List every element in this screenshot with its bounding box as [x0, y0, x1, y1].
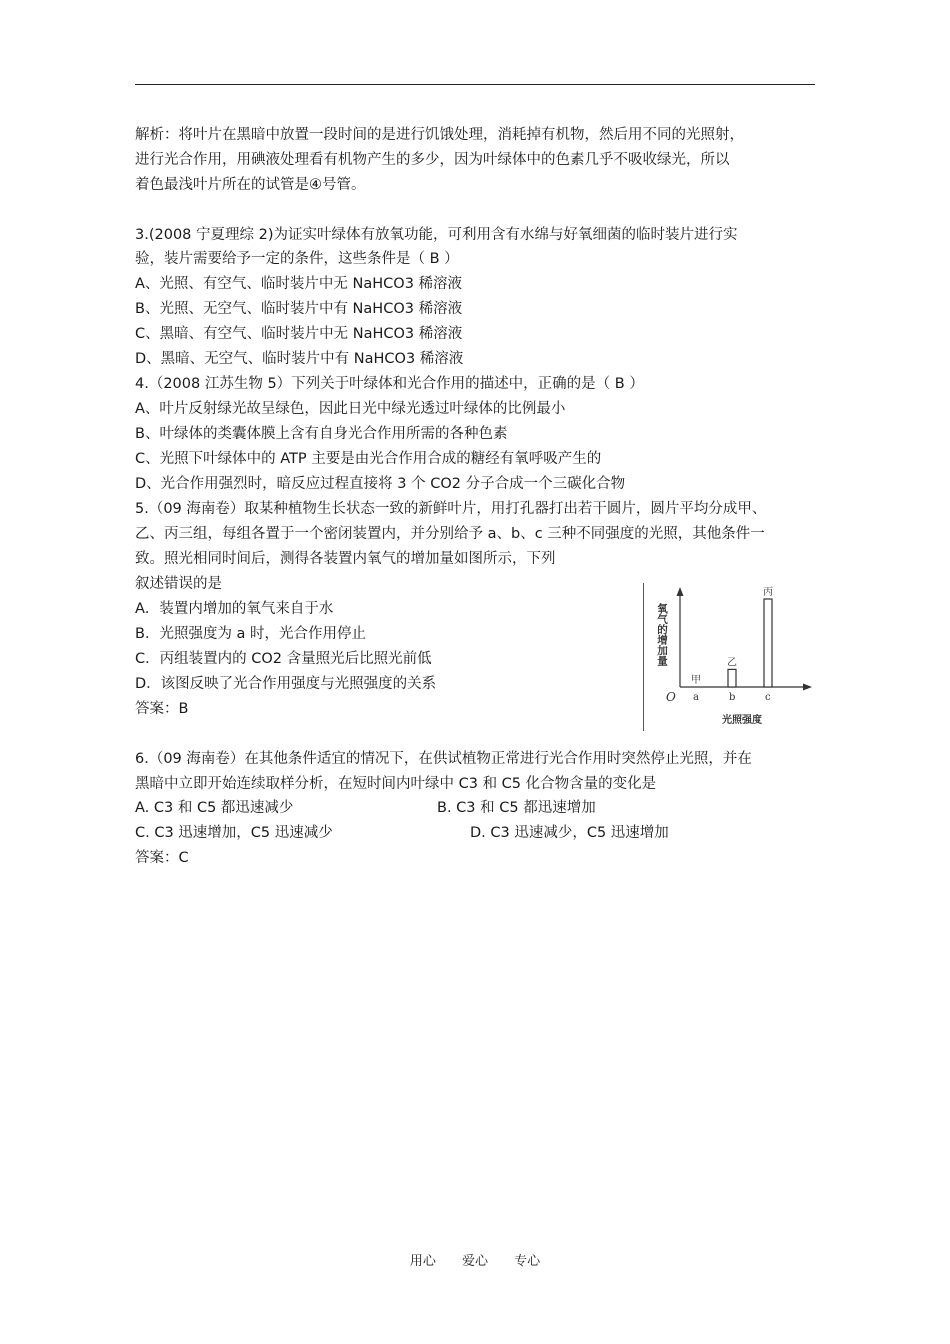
origin-label: O	[666, 690, 676, 704]
q5-stem-line-1: 5.（09 海南卷）取某种植物生长状态一致的新鲜叶片，用打孔器打出若干圆片，圆片平均分成甲、	[135, 501, 767, 517]
q3-option-d: D、黑暗、无空气、临时装片中有 NaHCO3 稀溶液	[135, 351, 464, 367]
q4-option-a: A、叶片反射绿光故呈绿色，因此日光中绿光透过叶绿体的比例最小	[135, 401, 566, 417]
bar-label-b: 乙	[727, 657, 737, 669]
q3-stem-line-2: 验，装片需要给予一定的条件，这些条件是（ B ）	[135, 251, 459, 267]
q3-option-a: A、光照、有空气、临时装片中无 NaHCO3 稀溶液	[135, 276, 463, 292]
tick-label-a: a	[693, 692, 699, 703]
bar-b	[728, 669, 736, 687]
q5-option-a: A．装置内增加的氧气来自于水	[135, 601, 334, 617]
q4-option-d: D、光合作用强烈时，暗反应过程直接将 3 个 CO2 分子合成一个三碳化合物	[135, 476, 626, 492]
q4-option-b: B、叶绿体的类囊体膜上含有自身光合作用所需的各种色素	[135, 426, 508, 442]
q4-stem: 4.（2008 江苏生物 5）下列关于叶绿体和光合作用的描述中，正确的是（ B ）	[135, 376, 644, 392]
q6-option-a: A. C3 和 C5 都迅速减少	[135, 800, 294, 816]
q5-stem-line-4: 叙述错误的是	[135, 576, 222, 592]
analysis-line-1: 解析：将叶片在黑暗中放置一段时间的是进行饥饿处理，消耗掉有机物，然后用不同的光照射，	[135, 127, 744, 143]
x-axis-label: 光照强度	[722, 715, 762, 726]
q3-option-c: C、黑暗、有空气、临时装片中无 NaHCO3 稀溶液	[135, 326, 463, 342]
q5-option-d: D．该图反映了光合作用强度与光照强度的关系	[135, 676, 437, 692]
q4-option-c: C、光照下叶绿体中的 ATP 主要是由光合作用合成的糖经有氧呼吸产生的	[135, 451, 602, 467]
x-axis-arrow	[803, 684, 812, 691]
q5-answer: 答案：B	[135, 701, 189, 717]
q6-answer: 答案：C	[135, 850, 189, 866]
q6-stem-line-1: 6.（09 海南卷）在其他条件适宜的情况下，在供试植物正常进行光合作用时突然停止光照，并在	[135, 751, 752, 767]
q5-option-b: B．光照强度为 a 时，光合作用停止	[135, 626, 367, 642]
q3-stem-line-1: 3.(2008 宁夏理综 2)为证实叶绿体有放氧功能，可利用含有水绵与好氧细菌的临时装片进行实	[135, 227, 738, 243]
analysis-line-3: 着色最浅叶片所在的试管是④号管。	[135, 177, 366, 193]
bar-c	[764, 599, 772, 687]
page-footer: 用心 爱心 专心	[409, 1254, 541, 1269]
oxygen-bar-figure	[643, 583, 822, 731]
bars-group	[691, 586, 773, 703]
bar-label-a: 甲	[691, 675, 701, 686]
bar-label-c: 丙	[763, 587, 773, 598]
q6-option-b: B. C3 和 C5 都迅速增加	[437, 800, 596, 816]
q6-stem-line-2: 黑暗中立即开始连续取样分析，在短时间内叶绿中 C3 和 C5 化合物含量的变化是	[135, 776, 657, 792]
q6-option-c: C. C3 迅速增加，C5 迅速减少	[135, 825, 333, 841]
y-axis-label: 氧气的增加量	[656, 603, 668, 666]
analysis-line-2: 进行光合作用，用碘液处理看有机物产生的多少，因为叶绿体中的色素几乎不吸收绿光，所以	[135, 152, 730, 168]
q5-option-c: C．丙组装置内的 CO2 含量照光后比照光前低	[135, 651, 432, 667]
q6-option-d: D. C3 迅速减少，C5 迅速增加	[470, 825, 669, 841]
y-axis-arrow	[677, 587, 684, 596]
q5-stem-line-3: 致。照光相同时间后，测得各装置内氧气的增加量如图所示，下列	[135, 551, 556, 567]
header-rule	[135, 84, 815, 85]
q3-option-b: B、光照、无空气、临时装片中有 NaHCO3 稀溶液	[135, 301, 463, 317]
tick-label-c: c	[765, 692, 771, 703]
oxygen-bar-chart	[644, 583, 822, 731]
tick-label-b: b	[729, 692, 736, 703]
q5-stem-line-2: 乙、丙三组，每组各置于一个密闭装置内，并分别给予 a、b、c 三种不同强度的光照，其他条件一	[135, 526, 765, 542]
